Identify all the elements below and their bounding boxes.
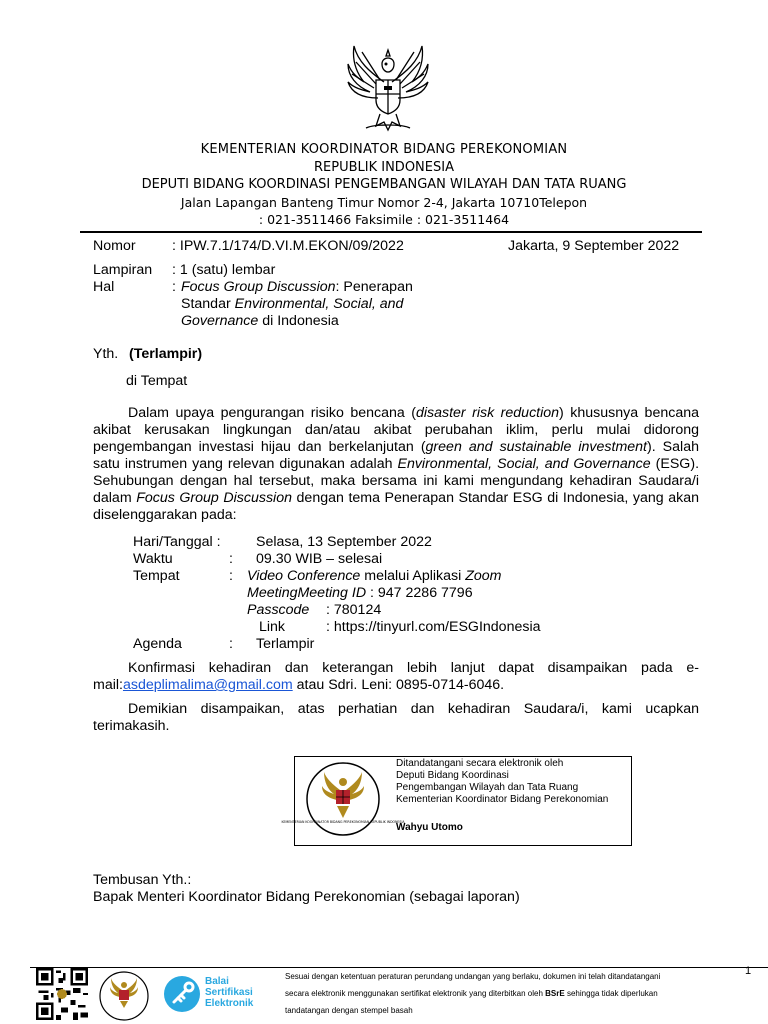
bsre-brand-line-2: Sertifikasi: [205, 987, 253, 998]
seal-text: KEMENTERIAN KOORDINATOR BIDANG PEREKONOMIAN REPUBLIK INDONESIA: [281, 820, 405, 824]
body-paragraph: Dalam upaya pengurangan risiko bencana (disaster risk reduction) khususnya bencana akibat kerusakan lingkungan dan/atau akibat perubahan iklim, perlu mulai didorong pengembangan investasi hijau dan berkelanjutan (green and sustainable investment). Salah satu instrumen yang relevan digunakan adalah Environmental, Social, and Governance (ESG). Sehubungan dengan hal tersebut, maka bersama ini kami mengundang kehadiran Saudara/i dalam Focus Group Discussion dengan tema Penerapan Standar ESG di Indonesia, yang akan diselenggarakan pada:: [93, 405, 700, 523]
letterhead-ministry: KEMENTERIAN KOORDINATOR BIDANG PEREKONOMIAN: [200, 142, 568, 157]
nomor-label: Nomor: [93, 238, 136, 254]
hal-label: Hal: [93, 279, 115, 295]
letterhead-address: Jalan Lapangan Banteng Timur Nomor 2-4, Jakarta 10710Telepon: [180, 195, 588, 210]
bsre-brand: [205, 976, 253, 1009]
garuda-emblem-icon: [340, 42, 436, 134]
event-place-value: Video Conference melalui Aplikasi Zoom: [247, 568, 502, 584]
footer-note-line-3: tandatangan dengan stempel basah: [285, 1006, 413, 1015]
email-link[interactable]: asdeplimalima@gmail.com: [122, 677, 293, 693]
cc-label: Tembusan Yth.:: [93, 872, 192, 888]
signature-line-2: Deputi Bidang Koordinasi: [396, 770, 509, 781]
hal-line-2: Standar Environmental, Social, and: [181, 296, 404, 312]
hal-line-1: Focus Group Discussion: Penerapan: [181, 279, 413, 295]
hal-colon: :: [172, 279, 176, 295]
closing-line-2: terimakasih.: [93, 718, 170, 734]
ministry-footer-seal-icon: [98, 970, 150, 1022]
bsre-brand-line-3: Elektronik: [205, 998, 254, 1009]
event-passcode-value: : 780124: [326, 602, 382, 618]
event-agenda-value: Terlampir: [256, 636, 315, 652]
event-time-colon: :: [229, 551, 233, 567]
event-place-label: Tempat: [133, 568, 180, 584]
signatory-name: Wahyu Utomo: [396, 822, 463, 833]
addressee-place: di Tempat: [126, 373, 188, 389]
confirmation-line-1: Konfirmasi kehadiran dan keterangan lebih lanjut dapat disampaikan pada e-: [128, 660, 699, 676]
hal-line-3: Governance di Indonesia: [181, 313, 339, 329]
footer-note-line-1: Sesuai dengan ketentuan peraturan perundang undangan yang berlaku, dokumen ini telah ditandatangani: [285, 972, 661, 981]
event-place-colon: :: [229, 568, 233, 584]
footer-note-line-2: secara elektronik menggunakan sertifikat elektronik yang diterbitkan oleh BSrE sehingga tidak diperlukan: [285, 989, 658, 998]
event-link-value[interactable]: : https://tinyurl.com/ESGIndonesia: [326, 619, 541, 635]
cc-item: Bapak Menteri Koordinator Bidang Perekonomian (sebagai laporan): [93, 889, 520, 905]
addressee-recipient: (Terlampir): [129, 346, 203, 362]
event-passcode-label: Passcode: [247, 602, 310, 618]
confirmation-line-2: mail:asdeplimalima@gmail.com atau Sdri. Leni: 0895-0714-6046.: [93, 677, 505, 693]
footer-divider: [30, 967, 768, 968]
event-agenda-colon: :: [229, 636, 233, 652]
lampiran-value: : 1 (satu) lembar: [172, 262, 276, 278]
page-number: 1: [745, 965, 752, 977]
nomor-value: : IPW.7.1/174/D.VI.M.EKON/09/2022: [172, 238, 404, 254]
letterhead-phone: : 021-3511466 Faksimile : 021-3511464: [258, 212, 510, 227]
qr-code-icon: [36, 968, 88, 1020]
event-time-value: 09.30 WIB – selesai: [256, 551, 383, 567]
addressee-yth: Yth.: [93, 346, 119, 362]
event-agenda-label: Agenda: [133, 636, 182, 652]
letterhead-divider: [80, 231, 702, 233]
event-time-label: Waktu: [133, 551, 173, 567]
bsre-logo-icon: [162, 972, 202, 1016]
bsre-brand-line-1: Balai: [205, 976, 229, 987]
ministry-seal-icon: [281, 760, 405, 838]
event-date-label: Hari/Tanggal :: [133, 534, 221, 550]
event-date-value: Selasa, 13 September 2022: [256, 534, 432, 550]
signature-line-3: Pengembangan Wilayah dan Tata Ruang: [396, 782, 579, 793]
letter-date: Jakarta, 9 September 2022: [508, 238, 680, 254]
letterhead-deputy: DEPUTI BIDANG KOORDINASI PENGEMBANGAN WILAYAH DAN TATA RUANG: [141, 177, 627, 192]
letterhead-republic: REPUBLIK INDONESIA: [314, 160, 454, 175]
signature-line-1: Ditandatangani secara elektronik oleh: [396, 758, 564, 769]
event-meeting-id: MeetingMeeting ID : 947 2286 7796: [247, 585, 473, 601]
event-link-label: Link: [259, 619, 286, 635]
signature-line-4: Kementerian Koordinator Bidang Perekonomian: [396, 794, 609, 805]
lampiran-label: Lampiran: [93, 262, 153, 278]
closing-line-1: Demikian disampaikan, atas perhatian dan kehadiran Saudara/i, kami ucapkan: [128, 701, 699, 717]
